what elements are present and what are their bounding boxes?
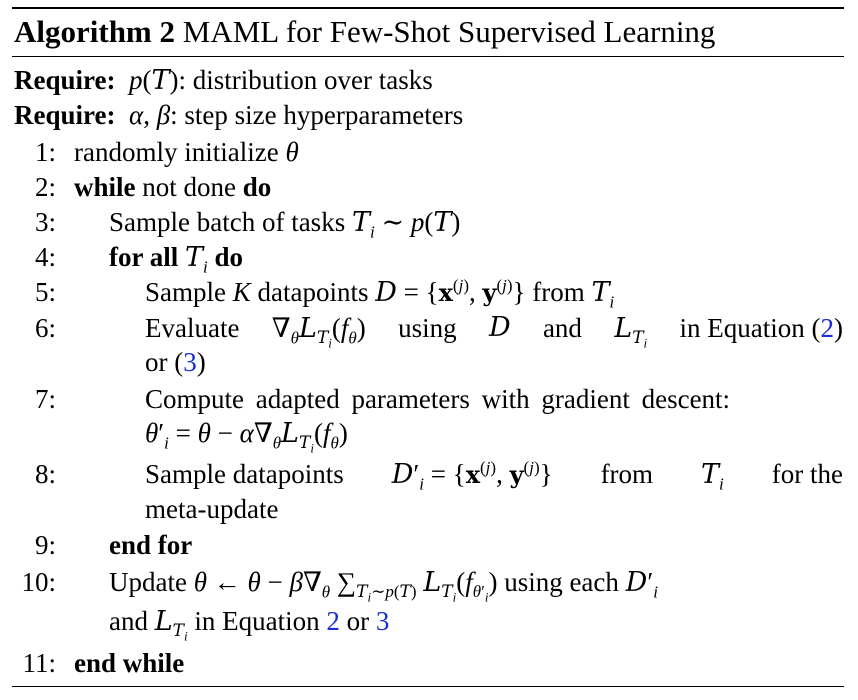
line-9 [109,528,192,562]
line-3: Sample batch of tasks $T_i$ ∼ p(T) [109,207,461,242]
algorithm-name: MAML for Few-Shot Supervised Learning [182,14,716,49]
line-number: 6: [34,313,56,343]
line-8-continued [145,492,278,526]
line-number: 7: [34,384,56,414]
line-10: Update θ ← $\theta - \beta\nabla_\theta$ $\sum_{T_i\sim p(T)}$ $L_{T_i}(f_{\theta'_i})$ using each $D'_i$ [109,567,658,605]
keyword-while: while [74,172,136,202]
line-11 [74,646,184,680]
equation-ref-link[interactable]: 2 [820,313,834,343]
line-text: Evaluate [145,313,240,343]
line-6-continued: or (3) [145,347,206,377]
line-number: 9: [34,530,56,560]
line-text: meta-update [145,494,279,524]
line-text: in Equation [194,606,320,636]
line-text: in Equation [679,313,805,343]
line-text: or [346,606,370,636]
line-7 [145,382,843,416]
line-text: not done [142,172,237,202]
mid-rule [12,56,844,57]
line-8: Sample datapoints $D'_i = \{x^{(j)}$, $y^{(j)}$} from $T_i$ for the [145,458,843,494]
require-step-sizes: Require: α, β: step size hyperparameters [14,100,464,130]
equation-ref-link[interactable]: 2 [326,606,340,636]
line-text: Compute adapted parameters with gradient descent: [145,384,731,414]
require-keyword: Require: [14,100,116,130]
line-number: 8: [34,459,56,489]
line-text: and [109,606,148,636]
line-text: Sample [145,277,226,307]
algorithm-title [14,12,715,52]
line-text: and [542,313,582,343]
line-text: using each [504,567,619,597]
line-1: randomly initialize θ [74,137,299,167]
line-number: 2: [34,172,56,202]
require-keyword: Require: [14,65,116,95]
line-2 [74,170,271,204]
keyword-do: do [242,172,272,202]
line-5: Sample K datapoints $D = \{x^{(j)}$, $y^{(j)}$} from $T_i$ [145,276,615,312]
line-text: Sample datapoints [145,459,344,489]
line-number: 3: [34,207,56,237]
line-text: from [600,459,654,489]
equation-ref-link[interactable]: 3 [375,606,390,636]
require-tasks: Require: p(T): distribution over tasks [14,65,433,96]
top-rule [12,7,844,9]
line-6: Evaluate $\nabla_\theta L_{T_i}(f_\theta)$ using D and $L_{T_i}$ in Equation (2) [145,312,843,351]
line-4: for all $T_i$ do [109,242,244,277]
keyword-end-for: end for [109,530,193,560]
line-7-continued: $\theta'_i = \theta - \alpha\nabla_\theta L_{T_i}(f_\theta)$ [145,418,348,456]
line-text: for the [771,459,843,489]
line-10-continued: and $L_{T_i}$ in Equation 2 or 3 [109,606,390,644]
require-text: : step size hyperparameters [170,100,464,130]
line-number: 10: [21,567,56,597]
line-number: 4: [34,242,56,272]
algorithm-label: Algorithm 2 [14,14,176,49]
line-number: 1: [34,137,56,167]
line-text: randomly initialize [74,137,279,167]
bottom-rule [12,686,844,687]
line-text: Update [109,567,187,597]
line-number: 11: [22,648,56,678]
line-number: 5: [34,277,56,307]
keyword-end-while: end while [74,648,185,678]
line-text: or [145,347,168,377]
keyword-for-all: for all [109,242,179,272]
require-text: : distribution over tasks [178,65,433,95]
line-text: using [398,313,457,343]
equation-ref-link[interactable]: 3 [183,347,197,377]
keyword-do: do [214,242,244,272]
line-text: from [532,277,585,307]
line-text: datapoints [257,277,369,307]
line-text: Sample batch of tasks [109,207,346,237]
